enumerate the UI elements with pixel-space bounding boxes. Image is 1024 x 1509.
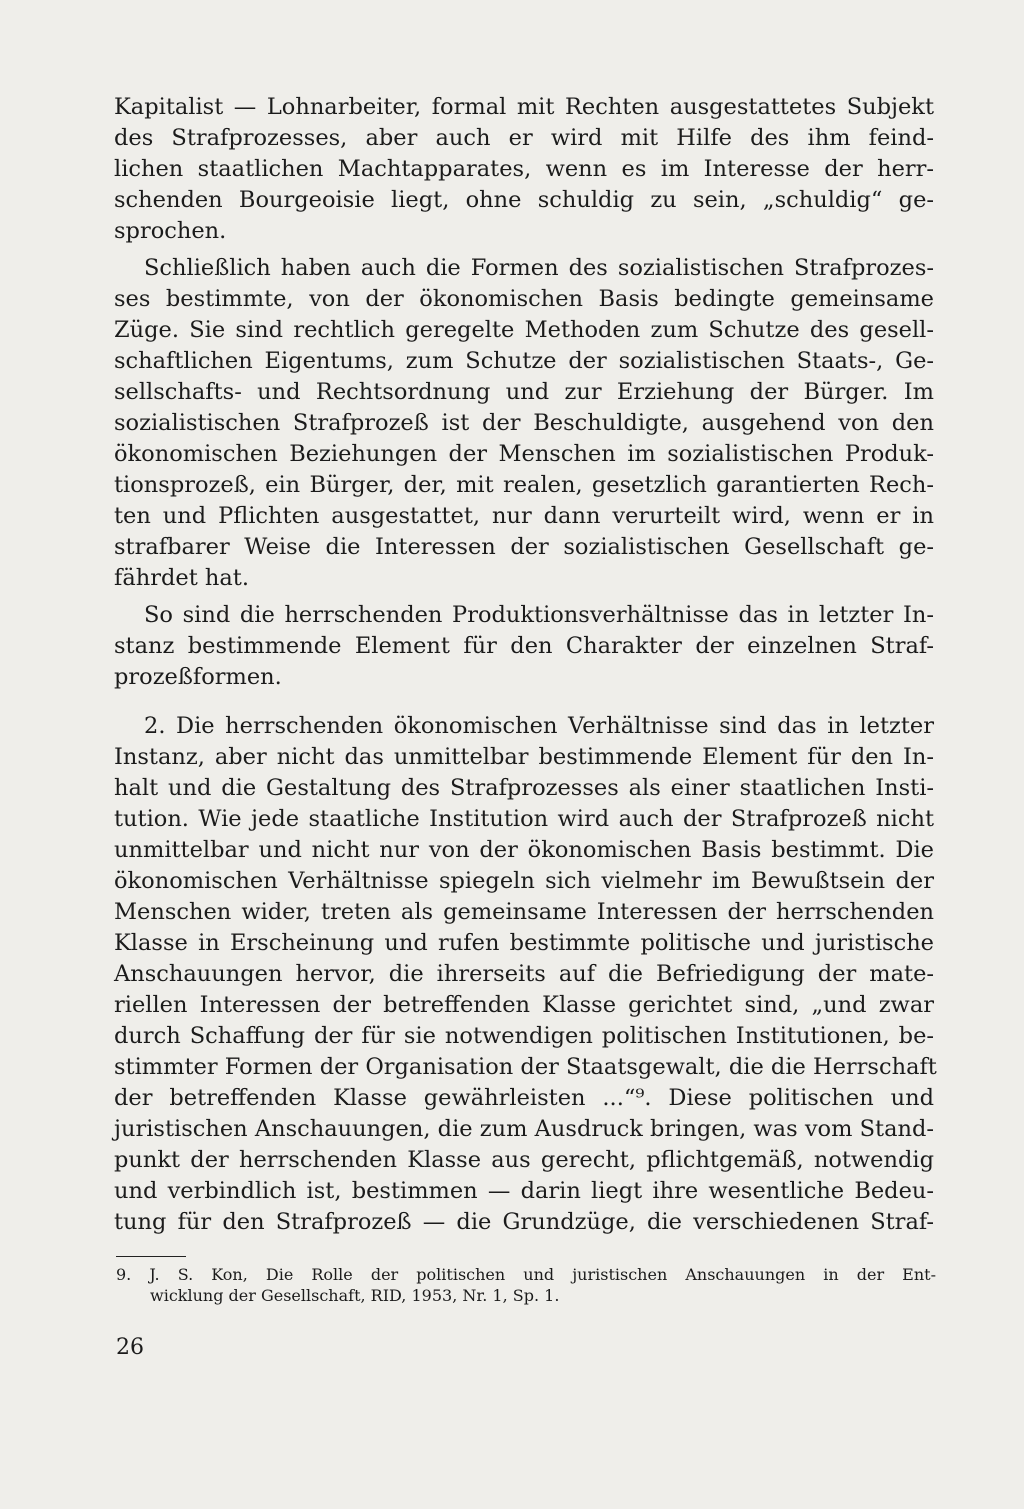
text-line: schaftlichen Eigentums, zum Schutze der sozialistischen Staats-, Ge- (114, 348, 934, 374)
text-line: unmittelbar und nicht nur von der ökonomischen Basis bestimmt. Die (114, 837, 934, 863)
page-number: 26 (116, 1335, 144, 1360)
footnote (116, 1264, 936, 1306)
footnote-divider (116, 1256, 186, 1257)
text-line: der betreffenden Klasse gewährleisten ...“⁹. Diese politischen und (114, 1085, 934, 1111)
text-line: ökonomischen Verhältnisse spiegeln sich vielmehr im Bewußtsein der (114, 868, 934, 894)
text-line: tionsprozeß, ein Bürger, der, mit realen, gesetzlich garantierten Rech- (114, 472, 934, 498)
footnote-line: wicklung der Gesellschaft, RID, 1953, Nr. 1, Sp. 1. (150, 1286, 560, 1305)
text-line: juristischen Anschauungen, die zum Ausdruck bringen, was vom Stand- (114, 1116, 934, 1142)
text-line: Züge. Sie sind rechtlich geregelte Methoden zum Schutze des gesell- (114, 317, 934, 343)
paragraph (114, 92, 934, 247)
text-line: riellen Interessen der betreffenden Klasse gerichtet sind, „und zwar (114, 992, 934, 1018)
text-line: schenden Bourgeoisie liegt, ohne schuldig zu sein, „schuldig“ ge- (114, 187, 934, 213)
text-line: halt und die Gestaltung des Strafprozesses als einer staatlichen Insti- (114, 775, 934, 801)
paragraph (114, 600, 934, 693)
text-line: Menschen wider, treten als gemeinsame Interessen der herrschenden (114, 899, 934, 925)
text-line: ökonomischen Beziehungen der Menschen im sozialistischen Produk- (114, 441, 934, 467)
text-line: Schließlich haben auch die Formen des sozialistischen Strafprozes- (144, 255, 934, 281)
text-line: tution. Wie jede staatliche Institution wird auch der Strafprozeß nicht (114, 806, 934, 832)
text-line: durch Schaffung der für sie notwendigen politischen Institutionen, be- (114, 1023, 934, 1049)
text-line: Anschauungen hervor, die ihrerseits auf die Befriedigung der mate- (114, 961, 934, 987)
text-line: sozialistischen Strafprozeß ist der Beschuldigte, ausgehend von den (114, 410, 934, 436)
text-line: ses bestimmte, von der ökonomischen Basis bedingte gemeinsame (114, 286, 934, 312)
text-line: 2. Die herrschenden ökonomischen Verhältnisse sind das in letzter (144, 713, 934, 739)
text-line: Instanz, aber nicht das unmittelbar bestimmende Element für den In- (114, 744, 934, 770)
text-line: ten und Pflichten ausgestattet, nur dann verurteilt wird, wenn er in (114, 503, 934, 529)
section-gap (114, 693, 934, 711)
paragraph (114, 253, 934, 594)
text-line: stimmter Formen der Organisation der Staatsgewalt, die die Herrschaft (114, 1054, 937, 1080)
text-line: strafbarer Weise die Interessen der sozialistischen Gesellschaft ge- (114, 534, 934, 560)
text-line: stanz bestimmende Element für den Charakter der einzelnen Straf- (114, 633, 934, 659)
text-line: So sind die herrschenden Produktionsverhältnisse das in letzter In- (144, 602, 934, 628)
text-line: punkt der herrschenden Klasse aus gerecht, pflichtgemäß, notwendig (114, 1147, 934, 1173)
text-line: und verbindlich ist, bestimmen — darin liegt ihre wesentliche Bedeu- (114, 1178, 934, 1204)
text-line: prozeßformen. (114, 664, 282, 690)
text-line: Kapitalist — Lohnarbeiter, formal mit Rechten ausgestattetes Subjekt (114, 94, 934, 120)
page-body (114, 92, 937, 1238)
text-line: lichen staatlichen Machtapparates, wenn es im Interesse der herr- (114, 156, 934, 182)
text-line: Klasse in Erscheinung und rufen bestimmte politische und juristische (114, 930, 934, 956)
text-line: sprochen. (114, 218, 227, 244)
footnote-line: 9. J. S. Kon, Die Rolle der politischen und juristischen Anschauungen in der Ent- (116, 1265, 936, 1284)
text-line: sellschafts- und Rechtsordnung und zur Erziehung der Bürger. Im (114, 379, 934, 405)
paragraph (114, 711, 937, 1238)
text-line: des Strafprozesses, aber auch er wird mit Hilfe des ihm feind- (114, 125, 934, 151)
text-line: tung für den Strafprozeß — die Grundzüge, die verschiedenen Straf- (114, 1209, 934, 1235)
text-line: fährdet hat. (114, 565, 249, 591)
